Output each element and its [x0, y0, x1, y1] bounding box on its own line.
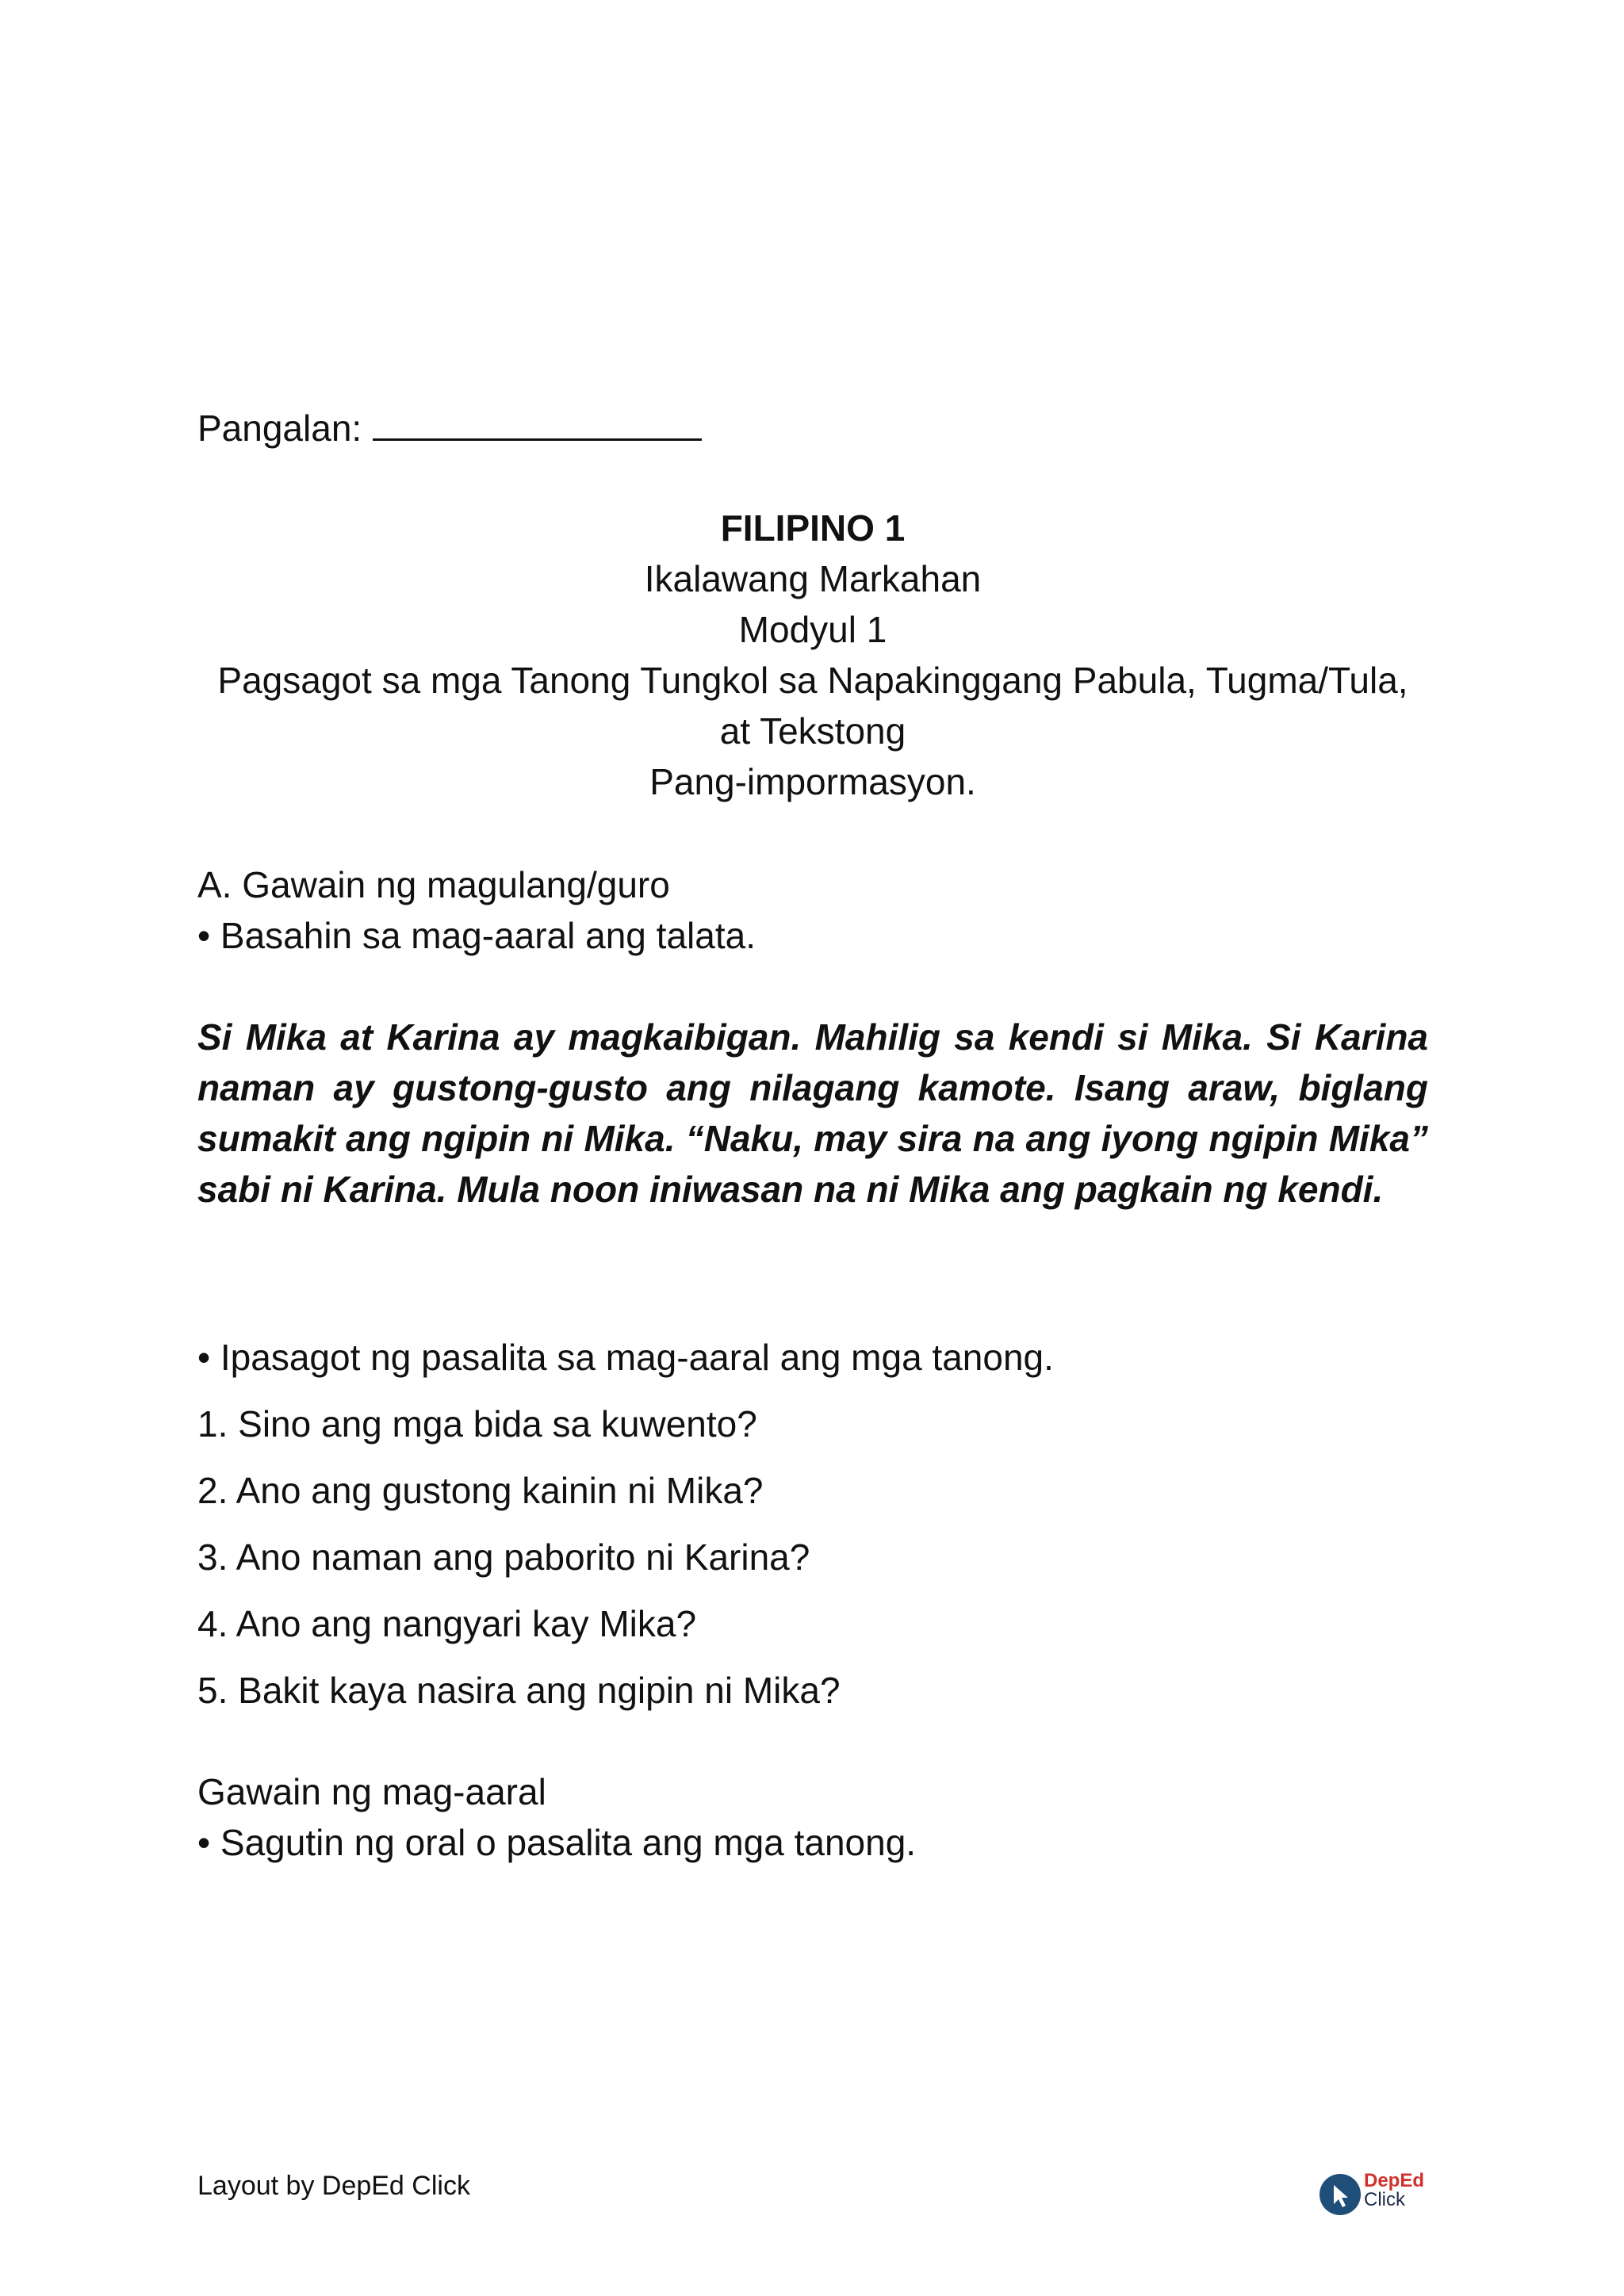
question-item: 2. Ano ang gustong kainin ni Mika?: [197, 1470, 764, 1511]
question-item: 1. Sino ang mga bida sa kuwento?: [197, 1403, 757, 1445]
question-item: 3. Ano naman ang paborito ni Karina?: [197, 1536, 810, 1578]
questions-section: [197, 1332, 1428, 1716]
cursor-click-icon: [1318, 2172, 1362, 2217]
story-paragraph: Si Mika at Karina ay magkaibigan. Mahilig sa kendi si Mika. Si Karina naman ay gustong-gusto ang nilagang kamote. Isang araw, biglang sumakit ang ngipin ni Mika. “Naku, may sira na ang iyong ngipin Mika” sabi ni Karina. Mula noon iniwasan na ni Mika ang pagkain ng kendi.: [197, 1016, 1428, 1210]
name-label: Pangalan:: [197, 408, 362, 449]
quarter-label: Ikalawang Markahan: [644, 558, 982, 599]
topic-line-1: Pagsagot sa mga Tanong Tungkol sa Napakinggang Pabula, Tugma/Tula,: [217, 660, 1408, 701]
topic-line-2: at Tekstong: [719, 710, 906, 752]
student-section: [197, 1766, 1428, 1868]
logo-text-deped: DepEd: [1364, 2170, 1425, 2191]
deped-click-logo: [1318, 2171, 1437, 2218]
module-label: Modyul 1: [738, 609, 887, 650]
name-blank-line[interactable]: [373, 407, 702, 441]
section-a: [197, 859, 1428, 961]
question-item: 4. Ano ang nangyari kay Mika?: [197, 1603, 697, 1644]
topic-line-3: Pang-impormasyon.: [649, 761, 976, 802]
layout-credit: Layout by DepEd Click: [197, 2171, 470, 2201]
section-a-instruction: • Basahin sa mag-aaral ang talata.: [197, 915, 756, 956]
question-item: 5. Bakit kaya nasira ang ngipin ni Mika?: [197, 1670, 841, 1711]
section-a-title: A. Gawain ng magulang/guro: [197, 864, 670, 905]
logo-text-click: Click: [1364, 2189, 1405, 2210]
worksheet-header: [197, 503, 1428, 807]
student-title: Gawain ng mag-aaral: [197, 1771, 546, 1812]
student-instruction: • Sagutin ng oral o pasalita ang mga tanong.: [197, 1822, 917, 1863]
name-field-row: [197, 403, 702, 453]
questions-instruction: • Ipasagot ng pasalita sa mag-aaral ang mga tanong.: [197, 1337, 1054, 1378]
subject-title: FILIPINO 1: [720, 507, 906, 549]
